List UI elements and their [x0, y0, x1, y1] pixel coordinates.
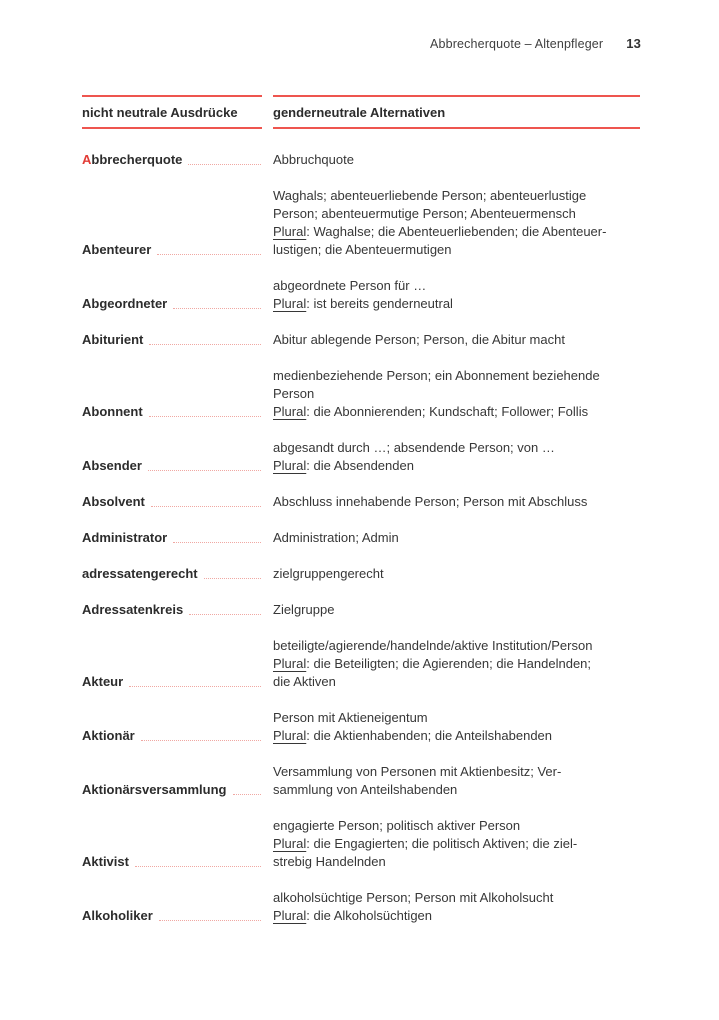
dotted-leader	[233, 794, 262, 795]
term-cell	[82, 565, 262, 583]
definition-cell	[273, 187, 640, 259]
running-header	[82, 36, 641, 51]
definition-line: Plural: die Abonnierenden; Kundschaft; Follower; Follis	[273, 404, 589, 419]
definition-cell	[273, 493, 640, 511]
definition-cell	[273, 439, 640, 475]
term-cell	[82, 709, 262, 745]
term-cell	[82, 277, 262, 313]
definition-cell	[273, 637, 640, 691]
definition-line: abgesandt durch …; absendende Person; von …	[273, 440, 555, 455]
definition-line: sammlung von Anteilshabenden	[273, 782, 458, 797]
dotted-leader	[157, 254, 261, 255]
term-label: Administrator	[82, 530, 168, 545]
definition-line: engagierte Person; politisch aktiver Person	[273, 818, 521, 833]
glossary-table	[82, 95, 640, 925]
term-cell	[82, 763, 262, 799]
definition-cell	[273, 889, 640, 925]
term-cell	[82, 151, 262, 169]
definition-cell	[273, 601, 640, 619]
definition-cell	[273, 151, 640, 169]
definition-cell	[273, 709, 640, 745]
term-label: Aktionär	[82, 728, 135, 743]
definition-line: Plural: die Absendenden	[273, 458, 414, 473]
definition-line: beteiligte/agierende/handelnde/aktive Institution/Person	[273, 638, 593, 653]
definition-line: Person; abenteuermutige Person; Abenteuermensch	[273, 206, 576, 221]
term-label: Abgeordneter	[82, 296, 168, 311]
term-label: Abiturient	[82, 332, 144, 347]
term-cell	[82, 439, 262, 475]
definition-line: Abitur ablegende Person; Person, die Abitur macht	[273, 332, 565, 347]
term-label: Aktivist	[82, 854, 129, 869]
dotted-leader	[204, 578, 261, 579]
running-header-title: Abbrecherquote – Altenpfleger	[430, 37, 604, 51]
definition-line: Abbruchquote	[273, 152, 354, 167]
dotted-leader	[149, 416, 261, 417]
term-cell	[82, 637, 262, 691]
dotted-leader	[141, 740, 261, 741]
definition-line: Versammlung von Personen mit Aktienbesitz; Ver-	[273, 764, 562, 779]
definition-cell	[273, 529, 640, 547]
term-cell	[82, 601, 262, 619]
term-label: Akteur	[82, 674, 124, 689]
dotted-leader	[151, 506, 261, 507]
term-label: Absolvent	[82, 494, 145, 509]
term-label: Abonnent	[82, 404, 143, 419]
definition-line: Person	[273, 386, 315, 401]
dotted-leader	[173, 542, 261, 543]
term-cell	[82, 817, 262, 871]
definition-line: Abschluss innehabende Person; Person mit Abschluss	[273, 494, 588, 509]
dotted-leader	[189, 614, 261, 615]
definition-line: zielgruppengerecht	[273, 566, 384, 581]
definition-line: Plural: die Aktienhabenden; die Anteilshabenden	[273, 728, 553, 743]
dotted-leader	[188, 164, 261, 165]
definition-cell	[273, 277, 640, 313]
definition-line: Plural: die Engagierten; die politisch Aktiven; die ziel-	[273, 836, 578, 851]
definition-line: strebig Handelnden	[273, 854, 386, 869]
term-cell	[82, 493, 262, 511]
term-cell	[82, 889, 262, 925]
definition-line: Person mit Aktieneigentum	[273, 710, 428, 725]
definition-line: lustigen; die Abenteuermutigen	[273, 242, 452, 257]
definition-line: Administration; Admin	[273, 530, 399, 545]
definition-cell	[273, 565, 640, 583]
definition-line: Plural: die Beteiligten; die Agierenden; die Handelnden;	[273, 656, 592, 671]
dotted-leader	[135, 866, 261, 867]
definition-cell	[273, 367, 640, 421]
definition-line: Zielgruppe	[273, 602, 335, 617]
definition-line: medienbeziehende Person; ein Abonnement beziehende	[273, 368, 600, 383]
column-header-non-neutral: nicht neutrale Ausdrücke	[82, 95, 262, 129]
term-label: Aktionärsversammlung	[82, 782, 227, 797]
column-header-neutral-alternatives: genderneutrale Alternativen	[273, 95, 640, 129]
definition-line: Plural: Waghalse; die Abenteuerliebenden; die Abenteuer-	[273, 224, 607, 239]
definition-line: die Aktiven	[273, 674, 336, 689]
term-label: Abbrecherquote	[82, 152, 183, 167]
definition-cell	[273, 331, 640, 349]
term-cell	[82, 529, 262, 547]
term-cell	[82, 367, 262, 421]
term-label: Absender	[82, 458, 142, 473]
dotted-leader	[173, 308, 261, 309]
term-label: Alkoholiker	[82, 908, 153, 923]
term-label: adressatengerecht	[82, 566, 198, 581]
term-label: Adressatenkreis	[82, 602, 184, 617]
dotted-leader	[129, 686, 261, 687]
definition-line: Plural: die Alkoholsüchtigen	[273, 908, 433, 923]
definition-cell	[273, 817, 640, 871]
dotted-leader	[149, 344, 261, 345]
definition-line: Waghals; abenteuerliebende Person; abenteuerlustige	[273, 188, 587, 203]
term-cell	[82, 187, 262, 259]
dotted-leader	[159, 920, 261, 921]
term-label: Abenteurer	[82, 242, 152, 257]
definition-line: abgeordnete Person für …	[273, 278, 427, 293]
term-cell	[82, 331, 262, 349]
page-number: 13	[626, 36, 641, 51]
section-initial-letter: A	[82, 152, 92, 167]
definition-line: alkoholsüchtige Person; Person mit Alkoholsucht	[273, 890, 554, 905]
definition-cell	[273, 763, 640, 799]
dotted-leader	[148, 470, 261, 471]
definition-line: Plural: ist bereits genderneutral	[273, 296, 453, 311]
